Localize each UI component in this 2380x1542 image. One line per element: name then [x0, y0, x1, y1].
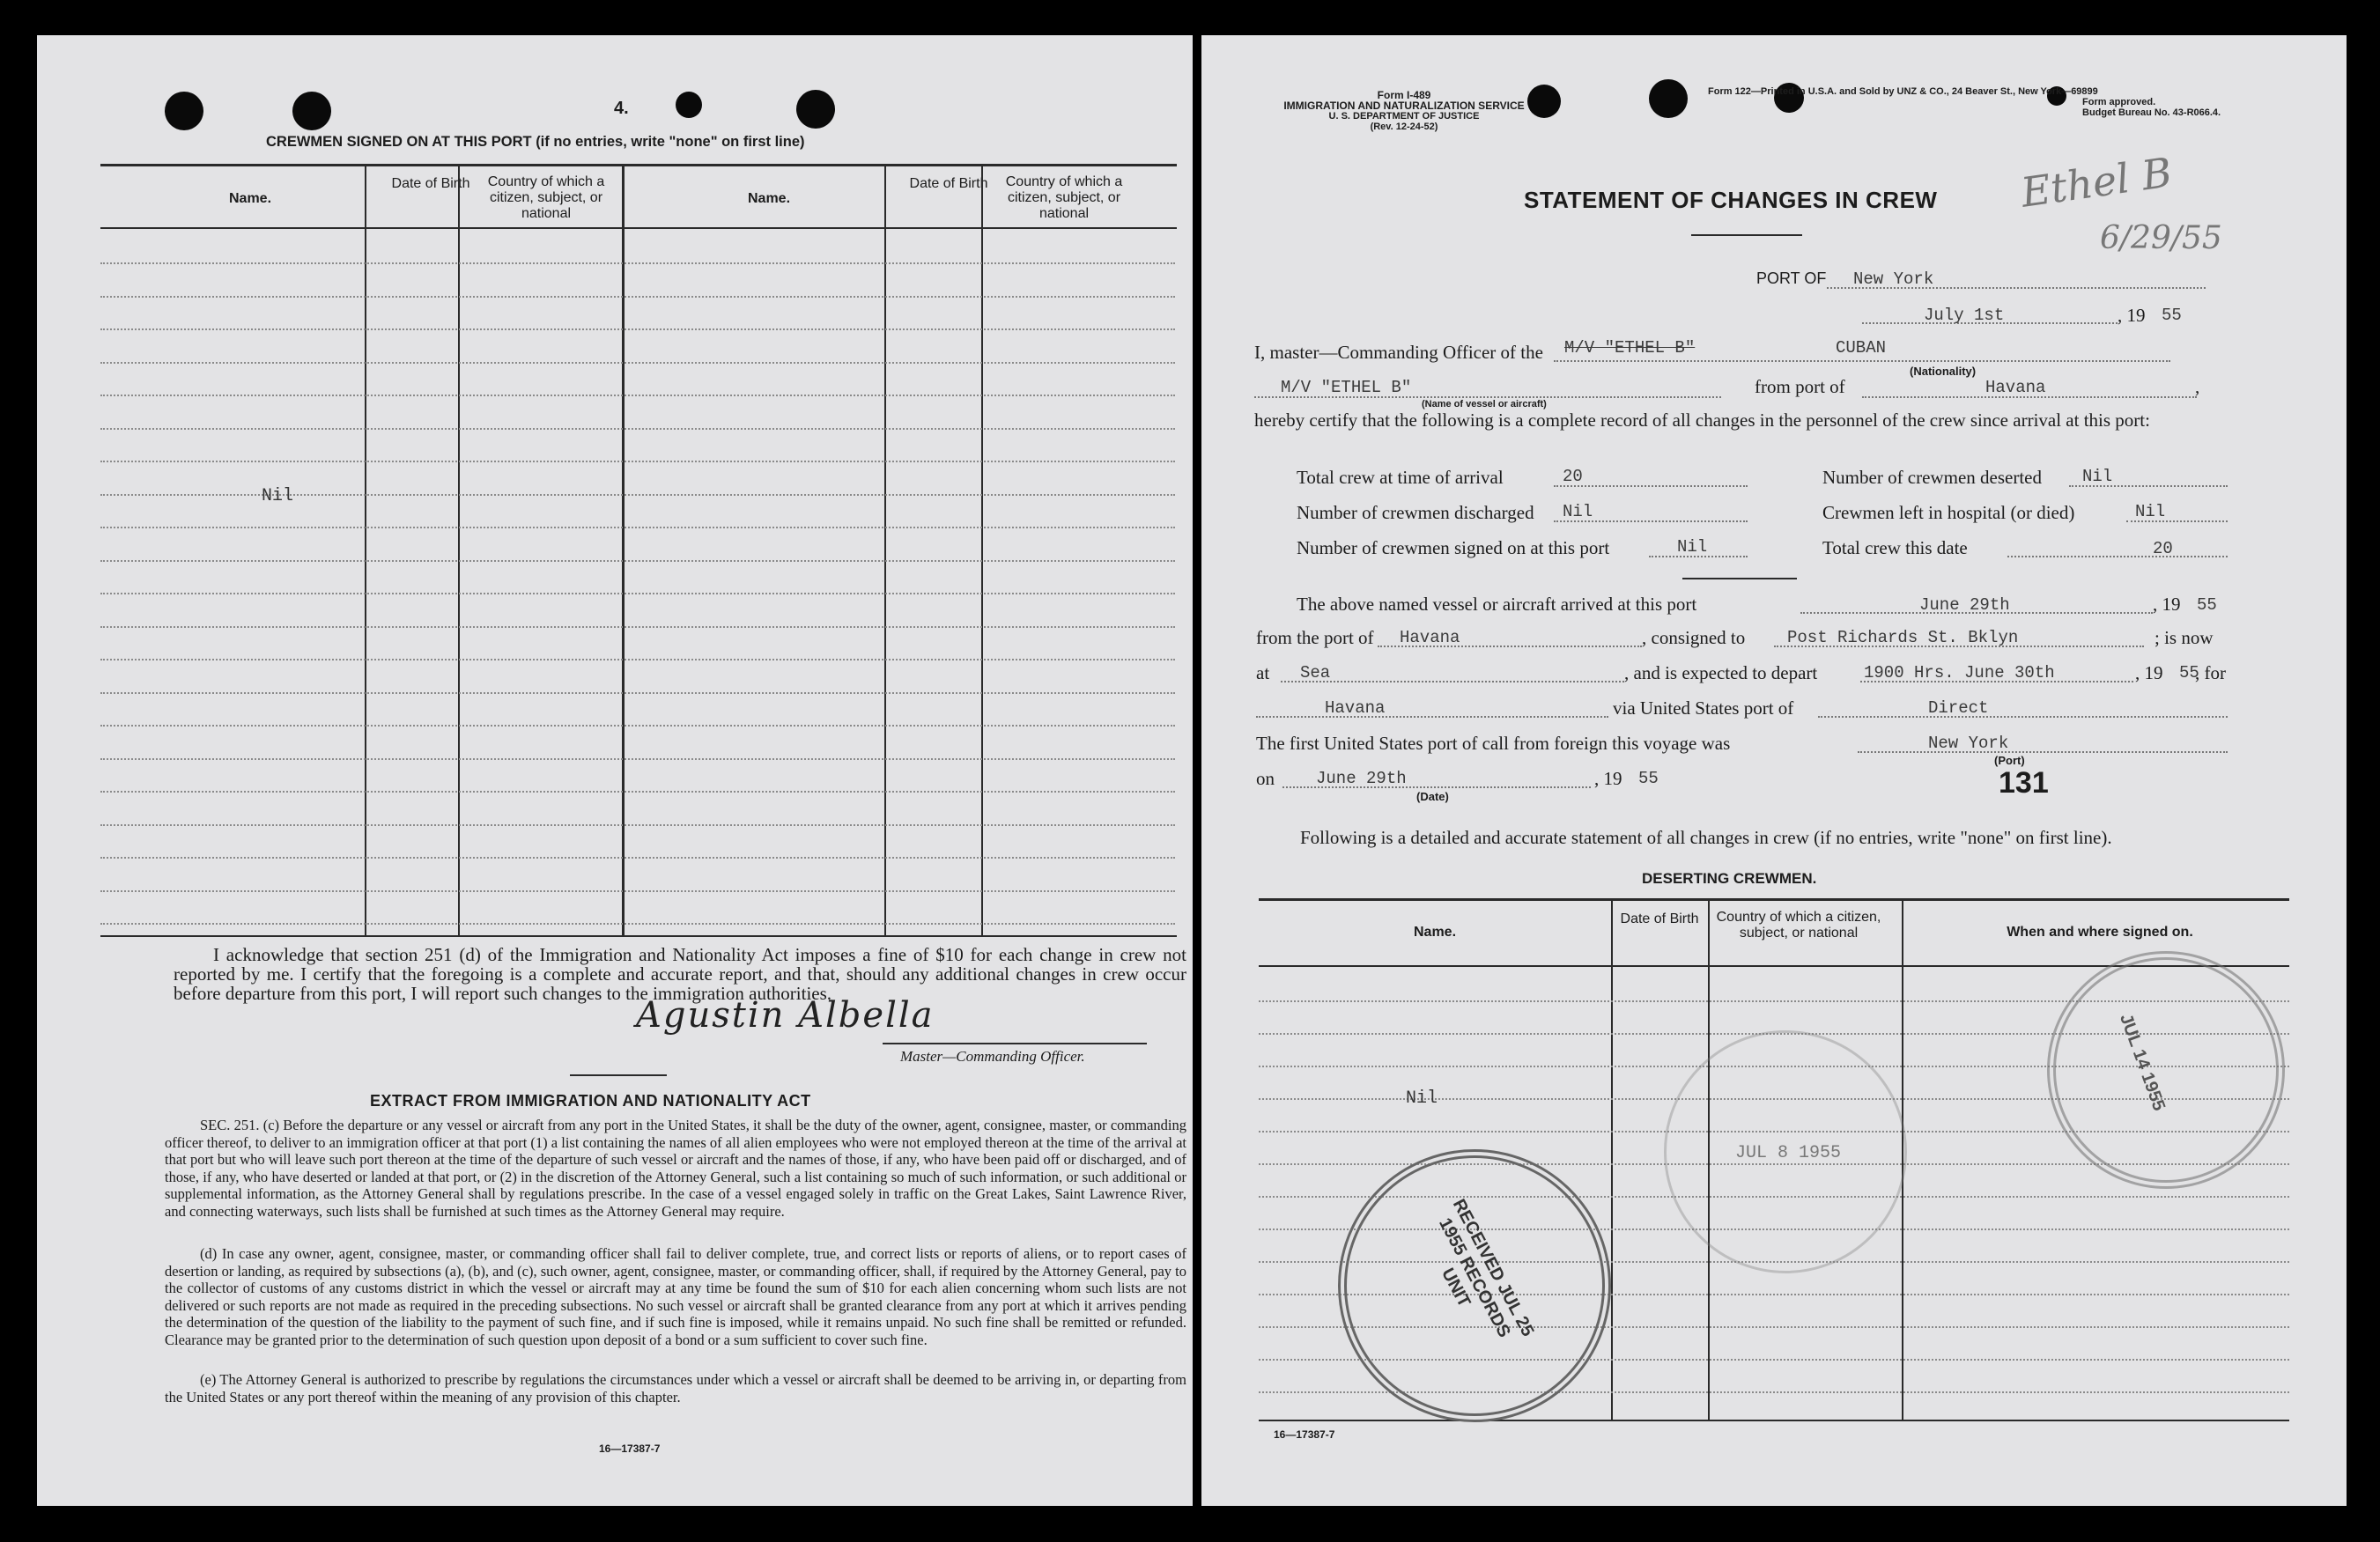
deserting-title: DESERTING CREWMEN. [1642, 870, 1817, 887]
total-crew-label: Total crew at time of arrival [1297, 467, 1504, 488]
master-struck-value: M/V "ETHEL B" [1564, 338, 1696, 358]
arrived-year: 55 [2197, 595, 2217, 615]
jul8-stamp: JUL 8 1955 [1664, 1030, 1907, 1273]
depart-year: 55 [2179, 663, 2199, 682]
on-year: 55 [1638, 769, 1659, 788]
punch-hole [796, 90, 835, 129]
on-label: on [1256, 768, 1275, 789]
col-when-where: When and where signed on. [2007, 925, 2193, 940]
punch-hole [165, 92, 203, 130]
first-port-value: New York [1928, 734, 2009, 753]
ruled-row [100, 824, 1175, 828]
ruled-row [100, 428, 1175, 432]
hospital-value: Nil [2135, 502, 2166, 521]
section-251d-text: (d) In case any owner, agent, consignee, master, or commanding officer shall fail to deliver complete, true, and correct lists or reports of aliens, or to report cases of desertion or landing, as required by subsections (a), (b), and (c), such owner, agent, consignee, master, or commanding officer, shall, if required by the Attorney General, pay to the collector of customs of any customs district in which the vessel or aircraft may at any time be found the sum of $10 for each alien concerning whom such lists are not delivered or such reports are not made as required in the preceding subsections. No such vessel or aircraft shall be granted clearance from any port at which it arrives pending the determination of the question of the liability to the payment of such fine, and if such fine is imposed, while it remains unpaid. No such fine shall be remitted or refunded. Clearance may be granted prior to the determination of such question upon deposit of a bond or a sum sufficient to cover such fine. [165, 1245, 1186, 1348]
col-country-1: Country of which a citizen, subject, or national [487, 174, 605, 221]
total-date-label: Total crew this date [1822, 537, 1968, 558]
jul14-stamp: JUL 14 1955 [2047, 951, 2285, 1189]
master-label: I, master—Commanding Officer of the [1254, 342, 1543, 363]
signed-on-value: Nil [1677, 537, 1708, 557]
punch-hole [292, 92, 331, 130]
ruled-row [100, 593, 1175, 596]
year-prefix-on: , 19 [1594, 768, 1622, 789]
col-divider [981, 166, 983, 935]
following-text: Following is a detailed and accurate statement of all changes in crew (if no entries, write "none" on first line). [1300, 827, 2112, 848]
comma: , [2195, 376, 2200, 397]
col-name-2: Name. [747, 191, 791, 206]
punch-hole [1649, 79, 1688, 118]
via-value: Direct [1928, 698, 1989, 718]
port-caption: (Port) [1994, 754, 2025, 767]
print-code: 16—17387-7 [599, 1442, 661, 1455]
year-prefix: , 19 [2118, 305, 2146, 326]
table-bottom-rule [100, 935, 1177, 937]
approval-note: Form approved. Budget Bureau No. 43-R066.4. [2082, 97, 2221, 118]
ruled-row [100, 890, 1175, 894]
for-label: , for [2195, 662, 2226, 683]
signed-on-label: Number of crewmen signed on at this port [1297, 537, 1610, 558]
depart-value: 1900 Hrs. June 30th [1864, 663, 2055, 682]
total-crew-line [1554, 485, 1748, 487]
consigned-label: , consigned to [1642, 627, 1746, 648]
at-label: at [1256, 662, 1270, 683]
nil-entry: Nil [262, 486, 294, 506]
arrived-value: June 29th [1919, 595, 2010, 615]
col-divider [458, 166, 460, 935]
col-divider [365, 166, 366, 935]
print-code: 16—17387-7 [1274, 1428, 1335, 1441]
deserting-bottom-rule [1259, 1420, 2289, 1421]
col-name-1: Name. [228, 191, 272, 206]
ruled-row [100, 758, 1175, 762]
crewmen-signed-on-title: CREWMEN SIGNED ON AT THIS PORT (if no entries, write "none" on first line) [266, 134, 805, 150]
certify-text: hereby certify that the following is a complete record of all changes in the personnel of the crew since arrival at this port: [1254, 409, 2150, 431]
handwritten-date: 6/29/55 [2100, 220, 2222, 256]
year-value: 55 [2162, 306, 2182, 325]
ruled-row [100, 527, 1175, 530]
col-name: Name. [1413, 925, 1457, 940]
from-port2-value: Havana [1400, 628, 1460, 647]
table-top-rule [100, 164, 1177, 166]
via-label: via United States port of [1613, 697, 1794, 719]
ruled-row [100, 857, 1175, 860]
at-line [1281, 681, 1624, 682]
total-date-value: 20 [2153, 539, 2173, 558]
is-now-label: ; is now [2155, 627, 2214, 648]
col-dob-1: Date of Birth [391, 176, 470, 191]
ruled-row [100, 328, 1175, 332]
total-date-line [2007, 556, 2228, 557]
total-crew-value: 20 [1563, 467, 1583, 486]
acknowledgement-text: I acknowledge that section 251 (d) of the Immigration and Nationality Act imposes a fine of $10 for each change in crew not reported by me. I certify that the foregoing is a complete and accurate report, and that, should any additional changes in crew occur before departure from this port, I will report such changes to the immigration authorities. [174, 944, 1186, 1004]
on-value: June 29th [1316, 769, 1407, 788]
master-line [1554, 360, 2170, 362]
ruled-row [100, 262, 1175, 266]
ruled-row [100, 560, 1175, 564]
punch-hole [676, 92, 702, 118]
ruled-row [100, 923, 1175, 926]
ruled-row [100, 626, 1175, 630]
date-value: July 1st [1924, 306, 2005, 325]
col-country-2: Country of which a citizen, subject, or national [1005, 174, 1123, 221]
depart-label: , and is expected to depart [1624, 662, 1818, 683]
first-port-line [1858, 751, 2228, 753]
ruled-row [100, 659, 1175, 662]
signature-caption: Master—Commanding Officer. [900, 1048, 1085, 1065]
first-port-label: The first United States port of call from foreign this voyage was [1256, 733, 1731, 754]
col-dob: Date of Birth [1620, 911, 1699, 926]
counts-rule [1682, 578, 1797, 579]
deserted-value: Nil [2082, 467, 2113, 486]
hospital-label: Crewmen left in hospital (or died) [1822, 502, 2075, 523]
date-caption: (Date) [1416, 790, 1449, 803]
nil-entry: Nil [1406, 1088, 1438, 1109]
ruled-row [100, 692, 1175, 696]
ruled-row [100, 395, 1175, 398]
printer-note: Form 122—Printed in U.S.A. and Sold by UNZ & CO., 24 Beaver St., New York—69899 [1708, 86, 2098, 97]
short-divider [570, 1074, 667, 1076]
from-port-label: from port of [1755, 376, 1845, 397]
port-of-label: PORT OF [1756, 269, 1827, 287]
from-port-value: Havana [1985, 378, 2046, 397]
year-prefix-depart: , 19 [2135, 662, 2163, 683]
col-divider [622, 166, 625, 935]
nationality-value: CUBAN [1836, 338, 1887, 358]
title-rule [1691, 234, 1802, 236]
header-rule [100, 227, 1177, 229]
master-signature: Agustin Albella [636, 995, 935, 1036]
form-title: STATEMENT OF CHANGES IN CREW [1524, 187, 1938, 213]
at-value: Sea [1300, 663, 1331, 682]
year-prefix-arrived: , 19 [2153, 594, 2181, 615]
section-251e-text: (e) The Attorney General is authorized to prescribe by regulations the circumstances under which a vessel or aircraft shall be deemed to be arriving in, or departing from the United States or any port thereof within the meaning of any provision of this chapter. [165, 1371, 1186, 1406]
handwritten-vessel-name: Ethel B [2018, 148, 2175, 217]
consigned-value: Post Richards St. Bklyn [1787, 628, 2019, 647]
arrived-label: The above named vessel or aircraft arrived at this port [1297, 594, 1697, 615]
col-divider [1611, 900, 1613, 1420]
col-country: Country of which a citizen, subject, or national [1716, 910, 1881, 941]
page-number: 4. [614, 99, 629, 118]
discharged-label: Number of crewmen discharged [1297, 502, 1534, 523]
vessel-caption: (Name of vessel or aircraft) [1422, 399, 1547, 409]
col-divider [884, 166, 886, 935]
right-page [1201, 35, 2347, 1506]
vessel-value: M/V "ETHEL B" [1281, 378, 1412, 397]
ruled-row [100, 461, 1175, 464]
extract-title: EXTRACT FROM IMMIGRATION AND NATIONALITY ACT [370, 1092, 811, 1110]
col-dob-2: Date of Birth [909, 176, 988, 191]
records-unit-stamp: RECEIVED JUL 25 1955 RECORDS UNIT [1338, 1149, 1611, 1422]
nationality-caption: (Nationality) [1910, 365, 1977, 378]
port-of-value: New York [1853, 269, 1934, 289]
via-line [1818, 716, 2228, 718]
section-251c-text: SEC. 251. (c) Before the departure or any vessel or aircraft from any port in the United States, it shall be the duty of the owner, agent, consignee, master, or commanding officer thereof, to deliver to an immigration officer at that port (1) a list containing the names of all alien employees who were not employed thereon at the time of the arrival at that port but who will leave such port thereon at the time of the departure of such vessel or aircraft and the names of those, if any, who have been paid off or discharged, and of those, if any, who have deserted or landed at that port, or (2) in the discretion of the Attorney General, such a list containing so much of such information, or such additional or supplemental information, as the Attorney General shall by regulations prescribe. In the case of a vessel engaged solely in traffic on the Great Lakes, Saint Lawrence River, and connecting waterways, such lists shall be furnished at such times as the Attorney General may require. [165, 1117, 1186, 1220]
ruled-row [100, 791, 1175, 794]
deserted-label: Number of crewmen deserted [1822, 467, 2042, 488]
discharged-value: Nil [1563, 502, 1593, 521]
ruled-row [100, 296, 1175, 299]
ruled-row [100, 362, 1175, 365]
deserting-top-rule [1259, 898, 2289, 901]
left-page [37, 35, 1193, 1506]
signature-line [883, 1043, 1147, 1044]
from-port2-label: from the port of [1256, 627, 1374, 648]
for-value: Havana [1325, 698, 1386, 718]
stamped-number: 131 [1999, 766, 2049, 800]
form-header: Form I-489 IMMIGRATION AND NATURALIZATION SERVICE U. S. DEPARTMENT OF JUSTICE (Rev. 12-24-52) [1283, 89, 1525, 132]
for-line [1256, 716, 1608, 718]
ruled-row [100, 725, 1175, 728]
